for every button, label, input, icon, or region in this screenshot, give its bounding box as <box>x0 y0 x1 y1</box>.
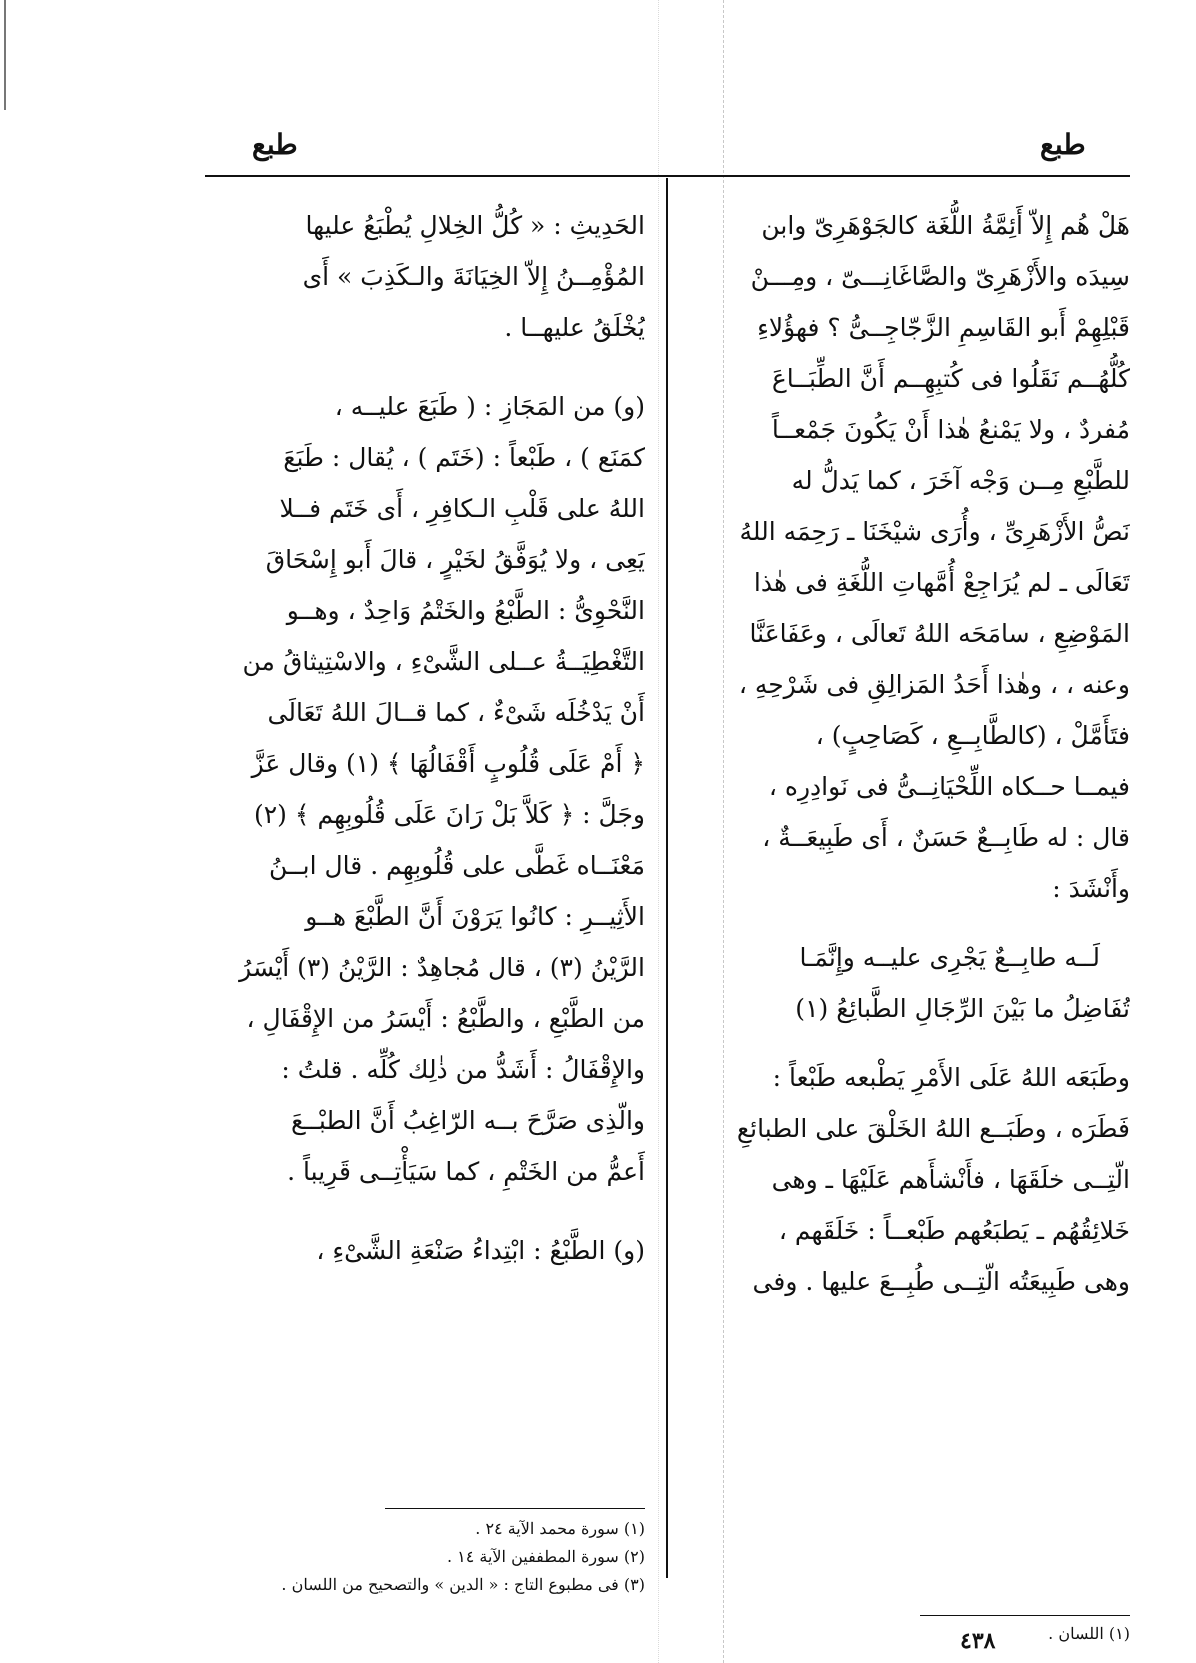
left-column <box>205 200 645 1276</box>
text-line: يُخْلَقُ عليهــا . <box>504 313 645 342</box>
text-line: ﴿ أَمْ عَلَى قُلُوبٍ أَقْفَالُهَا ﴾ (١) وقال عَزَّ <box>251 749 645 778</box>
text-line: للطَّبْعِ مِــن وَجْه آخَرَ ، كما يَدلُّ له <box>791 466 1130 495</box>
column-divider <box>666 178 668 1578</box>
verse-line: لَــه طابِــعٌ يَجْرِى عليــه وإِنَّمَـا <box>799 943 1100 972</box>
running-header-left: طبع <box>252 128 298 161</box>
text-line: فيمــا حــكاه اللِّحْيَانِــىُّ فى نَوادِرِه ، <box>768 772 1130 801</box>
footnote: (١) سورة محمد الآية ٢٤ . <box>475 1519 645 1538</box>
right-column <box>700 200 1130 1307</box>
text-line: وعنه ، ، وهٰذا أَحَدُ المَزالِقِ فى شَرْحِهِ ، <box>738 670 1130 699</box>
footnotes-right <box>900 1620 1130 1648</box>
text-line: نَصُّ الأَزْهَرِىِّ ، وأُرَى شيْخَنَا ـ رَحِمَه اللهُ <box>739 517 1130 546</box>
text-line: أَنْ يَدْخُلَه شَىْءٌ ، كما قــالَ اللهُ تَعَالَى <box>267 698 645 727</box>
text-line: (و) الطَّبْعُ : ابْتِداءُ صَنْعَةِ الشَّىْءِ ، <box>316 1236 645 1265</box>
text-line: والّذِى صَرَّحَ بــه الرّاغِبُ أَنَّ الطبْــعَ <box>290 1106 645 1135</box>
footnotes-left <box>205 1515 645 1599</box>
text-line: أَعمُّ من الخَتْمِ ، كما سَيَأْتِــى قَرِيباً . <box>287 1157 645 1186</box>
text-line: تَعَالَى ـ لم يُرَاجِعْ أُمَّهاتِ اللُّغَةِ فى هٰذا <box>753 568 1130 597</box>
text-line: هَلْ هُم إِلاّ أَئِمَّةُ اللُّغَة كالجَوْهَرِىّ وابن <box>761 211 1130 240</box>
text-line: خَلائِقُهُم ـ يَطبَعُهم طَبْعــاً : خَلَقَهم ، <box>778 1216 1130 1245</box>
text-line: قال : له طَابِــعٌ حَسَنٌ ، أَى طَبِيعَــةٌ ، <box>762 823 1130 852</box>
text-line: والإِقْفَالُ : أَشَدُّ من ذٰلِك كُلِّه . قلتُ : <box>281 1055 645 1084</box>
footnote: (١) اللسان . <box>1048 1624 1130 1643</box>
text-line: وأَنْشَدَ : <box>1052 874 1130 903</box>
text-line: وجَلَّ : ﴿ كَلاَّ بَلْ رَانَ عَلَى قُلُوبِهِم ﴾ (٢) <box>253 800 645 829</box>
text-line: التَّغْطِيَــةُ عــلى الشَّىْءِ ، والاسْتِيثاقُ من <box>242 647 645 676</box>
text-line: يَعِى ، ولا يُوَفَّقُ لخَيْرٍ ، قالَ أَبو إِسْحَاقَ <box>265 545 645 574</box>
text-line: مَعْنَــاه غَطَّى على قُلُوبِهِم . قال ابــنُ <box>268 851 645 880</box>
running-header-right: طبع <box>1040 128 1086 161</box>
text-line: الّتِــى خلَقَهَا ، فأَنْشأَهم عَلَيْهَا ـ وهى <box>771 1165 1130 1194</box>
footnote-rule <box>920 1615 1130 1616</box>
text-line: قَبْلِهِمْ أَبو القَاسِمِ الزَّجّاجِــىُّ ؟ فهؤُلاءِ <box>757 313 1130 342</box>
text-line: النَّحْوِىُّ : الطَّبْعُ والخَتْمُ وَاحِدٌ ، وهــو <box>286 596 645 625</box>
scan-edge-mark <box>4 0 6 110</box>
page-number: ٤٣٨ <box>960 1628 996 1654</box>
text-line: (و) من المَجَازِ : ( طَبَعَ عليــه ، <box>334 392 645 421</box>
text-line: كمَنَع ) ، طَبْعاً : (خَتَم ) ، يُقال : طَبَعَ <box>283 443 645 472</box>
text-line: وهى طَبِيعَتُه الّتِــى طُبِــعَ عليها . وفى <box>752 1267 1130 1296</box>
text-line: فَطَرَه ، وطَبَــع اللهُ الخَلْقَ على الطبائعِ <box>736 1114 1130 1143</box>
text-line: فتَأَمَّلْ ، (كالطَّابِــعِ ، كَصَاحِبٍ) ، <box>815 721 1130 750</box>
footnote: (٢) سورة المطففين الآية ١٤ . <box>446 1547 645 1566</box>
footnote: (٣) فى مطبوع التاج : « الدين » والتصحيح من اللسان . <box>281 1575 645 1594</box>
text-line: اللهُ على قَلْبِ الـكافِرِ ، أَى خَتَم فــلا <box>279 494 645 523</box>
text-line: الأَثِيــرِ : كانُوا يَرَوْنَ أَنَّ الطَّبْعَ هــو <box>305 902 645 931</box>
text-line: المَوْضِعِ ، سامَحَه اللهُ تَعالَى ، وعَفَاعَنَّا <box>749 619 1130 648</box>
footnote-rule <box>385 1508 645 1509</box>
text-line: كُلُّهُــم نَقَلُوا فى كُتبِهِــم أَنَّ الطِّبَــاعَ <box>771 364 1130 393</box>
text-line: مُفردٌ ، ولا يَمْنعُ هٰذا أَنْ يَكُونَ جَمْعــاً <box>771 415 1130 444</box>
text-line: من الطَّبْعِ ، والطَّبْعُ : أَيْسَرُ من الإِقْفَالِ ، <box>246 1004 645 1033</box>
text-line: الحَدِيثِ : « كُلُّ الخِلالِ يُطْبَعُ عليها <box>305 211 645 240</box>
fold-line <box>658 0 659 1663</box>
verse-line: تُفَاضِلُ ما بَيْنَ الرِّجَالِ الطَّبائِعُ (١) <box>795 994 1130 1023</box>
text-line: وطَبَعَه اللهُ عَلَى الأَمْرِ يَطْبعه طَبْعاً : <box>772 1063 1130 1092</box>
text-line: الرَّيْنُ (٣) ، قال مُجاهِدٌ : الرَّيْنُ (٣) أَيْسَرُ <box>239 953 645 982</box>
text-line: سِيدَه والأَزْهَرِىّ والصَّاغَانِـــىّ ، ومِـــنْ <box>750 262 1130 291</box>
header-rule <box>205 175 1130 177</box>
text-line: المُؤْمِــنُ إِلاّ الخِيَانَةَ والـكَذِبَ » أَى <box>302 262 645 291</box>
